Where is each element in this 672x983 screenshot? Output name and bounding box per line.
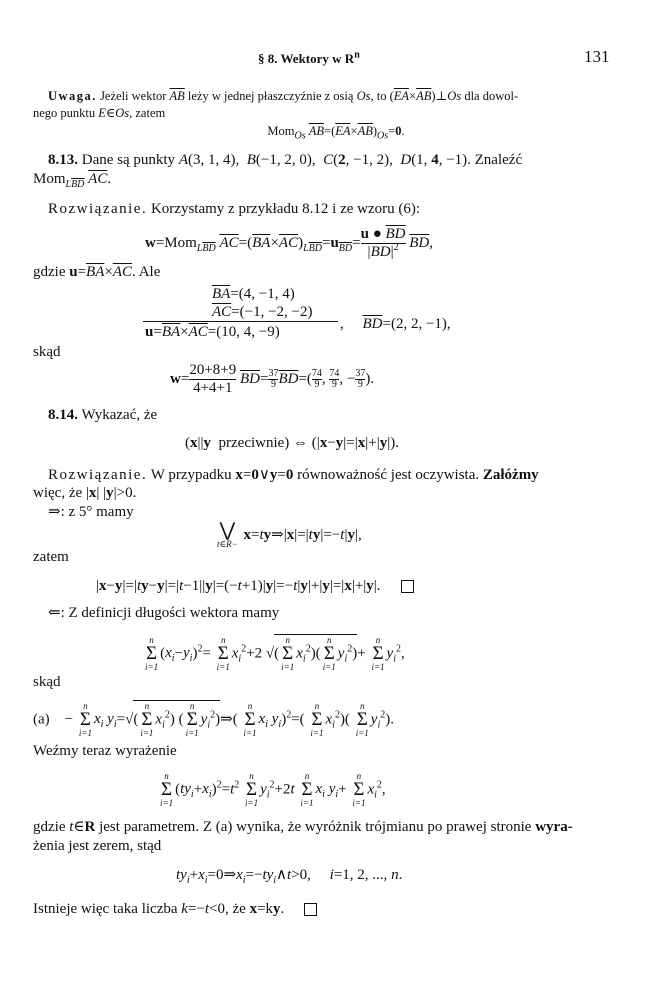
backward-label: ⇐: Z definicji długości wektora mamy <box>48 605 280 621</box>
gdzie-line: gdzie $u=\overline{BA}\times\overline{AC}$. Ale <box>33 264 161 280</box>
problem-number: 8.14. <box>48 407 78 423</box>
zatem: zatem <box>33 549 69 565</box>
gdzie-line-2: żenia jest zerem, stąd <box>33 838 162 854</box>
vector-ac: $\overline{AC}=(-1$, −2, −2) <box>212 304 313 320</box>
solution-8-14-line-1: Rozwiązanie. W przypadku x=0∨y=0 równoważność jest oczywista. Załóżmy <box>48 467 539 483</box>
solution-label: Rozwiązanie. <box>48 201 148 217</box>
remark-formula: Mom$_{Os}$ $\overline{AB}=(\overline{EA}\times\overline{AB})_{Os}=0$. <box>267 124 405 142</box>
vector-u: $u=\overline{BA}\times\overline{AC}=(10$, 4, −9) <box>145 324 280 340</box>
quad-formula: n Σ i=1 $(ty_i+x_i)^2=t^2$ n Σ i=1 $y_i^2+2t$ n Σ i=1 $x_i$ $y_i+$ n Σ i=1 $x_i^2$, <box>160 771 386 808</box>
remark-line-2: nego punktu E∈Os, zatem <box>33 106 166 120</box>
problem-8-14-statement: 8.14. Wykazać, że <box>48 407 158 423</box>
problem-8-13-statement-2: Mom$_{L\overline{BD}}$ $\overline{AC}$. <box>33 171 112 190</box>
vector-ba: $\overline{BA}=(4$, −1, 4) <box>212 286 295 302</box>
conclusion: Istnieje więc taka liczba k=−t<0, że x=ky. <box>33 900 317 918</box>
vector-bd: , $\overline{BD}=(2$, 2, −1), <box>340 316 451 332</box>
divider-rule <box>143 321 338 322</box>
wezmy: Weźmy teraz wyrażenie <box>33 743 177 759</box>
solution-8-14-line-2: więc, że |x| |y|>0. <box>33 485 137 501</box>
remark-label: Uwaga. <box>48 89 97 103</box>
problem-number: 8.13. <box>48 152 78 168</box>
qed-box <box>401 580 414 593</box>
final-formula: $ty_i+x_i=0\Rightarrow x_i=-ty_i\wedge t>0$, i=1, 2, ..., n. <box>176 867 403 886</box>
running-title: § 8. Wektory w R <box>258 51 355 66</box>
forward-formula: ⋁ t∈R− x=ty⇒|x|=|ty|=−t|y|, <box>217 520 362 549</box>
problem-8-13-statement: 8.13. Dane są punkty A(3, 1, 4), B(−1, 2, 0), C(2, −1, 2), D(1, 4, −1). Znaleźć <box>48 152 523 168</box>
forward-label: ⇒: z 5° mamy <box>48 504 134 520</box>
sum-formula: n Σ i=1 $(x_i-y_i)^2=$ n Σ i=1 $x_i^2+2$ √( n Σ i=1 $x_i^2$)( n Σ i=1 $y_i^2)+$ n Σ i=1 $y_i^2$, <box>145 635 405 672</box>
qed-box <box>304 903 317 916</box>
page-number: 131 <box>584 47 610 66</box>
equation-a: (a) − n Σ i=1 $x_i$ $y_i=√$( n Σ i=1 $x_i^2$) ( n Σ i=1 $y_i^2)\Rightarrow$( n Σ i=1 $x_i$ $y_i)^2=$( n Σ i=1 $x_i^2$)( n Σ i=1 $y_i^2$). <box>33 701 394 738</box>
solution-intro: Rozwiązanie. Korzystamy z przykładu 8.12 i ze wzoru (6): <box>48 201 421 217</box>
skad-2: skąd <box>33 674 61 690</box>
zatem-formula: |x−y|=|ty−y|=|t−1||y|=(−t+1)|y|=−t|y|+|y|=|x|+|y|. <box>96 577 414 595</box>
claim: (x||y przeciwnie) ⇔ (|x−y|=|x|+|y|). <box>185 435 399 451</box>
remark-line-1: Uwaga. Jeżeli wektor $\overline{AB}$ leży w jednej płaszczyźnie z osią Os, to $(\overline{EA}\times\overline{AB})\perp Os$ dla dowol- <box>48 89 519 103</box>
formula-w: w=Mom$_{L\overline{BD}}$ $\overline{AC}=(\overline{BA}\times\overline{AC})_{L\overline{BD}}=u_{\overline{BD}}=$ $\frac{u ● \overline{BD}}{|\overline{BD}|^2}$ $\overline{BD}$, <box>145 226 434 260</box>
skad-1: skąd <box>33 344 61 360</box>
running-header: § 8. Wektory w $R^n$ <box>258 49 360 66</box>
gdzie-line-1: gdzie t∈R jest parametrem. Z (a) wynika, że wyróżnik trójmianu po prawej stronie wyra- <box>33 819 573 835</box>
result-w: w= $\frac{20+8+9}{4+4+1}$ $\overline{BD}=$ $\frac{37}{9}$ $\overline{BD}=$( $\frac{74}{9}$ , $\frac{74}{9}$ , − $\frac{37}{9}$ ). <box>170 362 375 396</box>
